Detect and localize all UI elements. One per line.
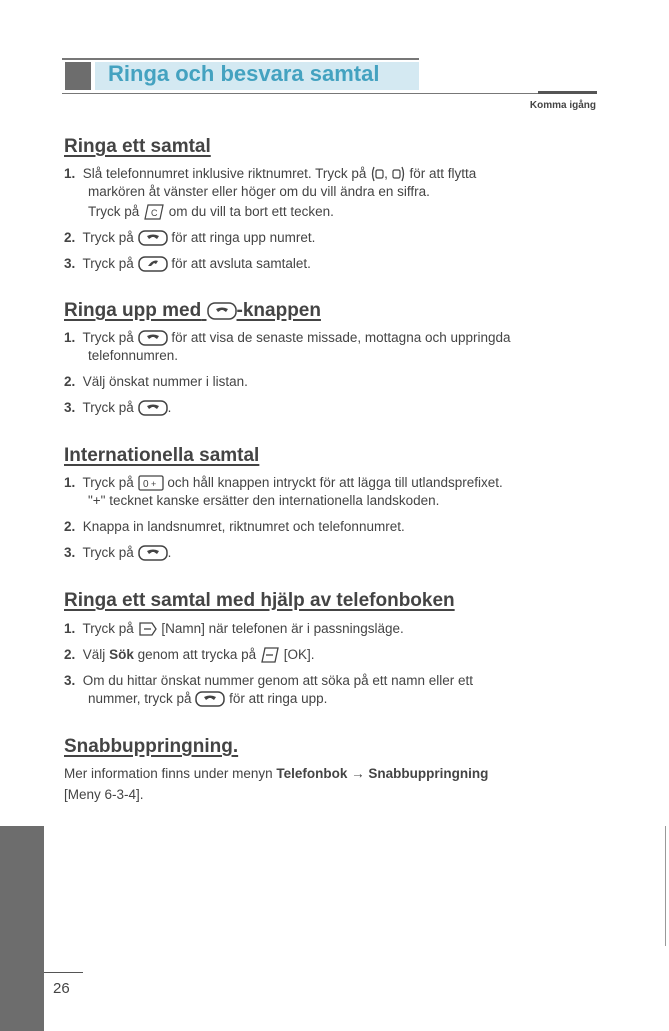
chapter-thumb-tab	[0, 826, 44, 1031]
page-number-rule	[44, 972, 83, 973]
heading-internationella-samtal: Internationella samtal	[64, 445, 260, 466]
text: för att flytta	[409, 166, 477, 181]
text: för att avsluta samtalet.	[171, 256, 311, 271]
text: -knappen	[236, 300, 321, 321]
zero-plus-key-icon	[138, 475, 164, 491]
send-key-icon	[195, 691, 225, 707]
text: Mer information finns under menyn	[64, 766, 273, 781]
page-edge-line	[665, 826, 666, 946]
nav-left-key-icon	[370, 166, 384, 182]
text: för att visa de senaste missade, mottagna och uppringda	[171, 330, 511, 345]
item-number: 2.	[64, 374, 76, 389]
menu-path: [Meny 6-3-4].	[64, 787, 144, 802]
item-number: 3.	[64, 400, 76, 415]
text: ,	[384, 166, 388, 181]
send-key-icon	[207, 302, 237, 320]
text: genom att trycka på	[137, 647, 257, 662]
s4-item-3-line-1	[64, 673, 473, 689]
send-key-icon	[138, 330, 168, 346]
snabbuppringning-paragraph	[64, 763, 488, 805]
text: Välj önskat nummer i listan.	[82, 374, 248, 389]
s1-item-1-line-1	[64, 166, 476, 182]
header-rule	[62, 93, 597, 94]
text: Tryck på	[82, 545, 134, 560]
text: .	[167, 545, 172, 560]
text: nummer, tryck på	[88, 691, 192, 706]
text: Välj	[82, 647, 106, 662]
text: Slå telefonnumret inklusive riktnumret. Tryck på	[82, 166, 367, 181]
text: Tryck på	[82, 256, 134, 271]
text: Tryck på	[82, 475, 134, 490]
send-key-icon	[138, 400, 168, 416]
text: [OK].	[283, 647, 315, 662]
text: Sök	[109, 647, 134, 662]
text: Tryck på	[88, 204, 140, 219]
chapter-title: Ringa och besvara samtal	[108, 61, 380, 86]
end-key-icon	[138, 256, 168, 272]
text: Tryck på	[82, 621, 134, 636]
item-number: 3.	[64, 256, 76, 271]
item-number: 1.	[64, 330, 76, 345]
menu-snabbuppringning: Snabbuppringning	[368, 766, 489, 781]
send-key-icon	[138, 545, 168, 561]
s3-item-1-line-2: "+" tecknet kanske ersätter den internationella landskoden.	[88, 493, 440, 508]
item-number: 1.	[64, 621, 76, 636]
text: [Namn] när telefonen är i passningsläge.	[161, 621, 404, 636]
item-number: 3.	[64, 673, 76, 688]
item-number: 1.	[64, 475, 76, 490]
send-key-icon	[138, 230, 168, 246]
text: Tryck på	[82, 230, 134, 245]
s1-item-2	[64, 230, 315, 246]
nav-right-key-icon	[392, 166, 406, 182]
text: Tryck på	[82, 400, 134, 415]
chapter-header	[62, 58, 419, 94]
s1-item-1-line-3	[88, 204, 334, 220]
s2-item-1-line-2: telefonnumren.	[88, 348, 179, 363]
header-gray-square	[65, 62, 91, 90]
svg-text:+: +	[150, 479, 156, 490]
text: för att ringa upp numret.	[171, 230, 316, 245]
item-number: 2.	[64, 519, 76, 534]
s2-item-1-line-1	[64, 330, 511, 346]
heading-snabbuppringning: Snabbuppringning.	[64, 736, 239, 757]
text: Om du hittar önskat nummer genom att söka på ett namn eller ett	[82, 673, 473, 688]
clear-key-icon	[143, 204, 165, 220]
s3-item-2	[64, 519, 405, 535]
text: och håll knappen intryckt för att lägga till utlandsprefixet.	[167, 475, 503, 490]
right-soft-key-icon	[138, 621, 158, 637]
item-number: 2.	[64, 647, 76, 662]
arrow-right-icon: →	[351, 766, 365, 781]
svg-text:C: C	[151, 208, 158, 219]
item-number: 3.	[64, 545, 76, 560]
svg-text:0: 0	[142, 479, 149, 491]
s2-item-3	[64, 400, 171, 416]
heading-telefonboken: Ringa ett samtal med hjälp av telefonboken	[64, 590, 455, 611]
s4-item-3-line-2	[88, 691, 327, 707]
s3-item-3	[64, 545, 171, 561]
heading-ringa-ett-samtal: Ringa ett samtal	[64, 136, 211, 157]
text: om du vill ta bort ett tecken.	[168, 204, 334, 219]
s3-item-1-line-1	[64, 475, 503, 491]
s1-item-3	[64, 256, 311, 272]
heading-ringa-upp-med-knappen	[64, 300, 321, 322]
page-number: 26	[53, 980, 70, 997]
text: Knappa in landsnumret, riktnumret och telefonnumret.	[82, 519, 405, 534]
s4-item-1	[64, 621, 404, 637]
menu-telefonbok: Telefonbok	[276, 766, 348, 781]
item-number: 2.	[64, 230, 76, 245]
s4-item-2	[64, 647, 314, 663]
left-soft-key-icon	[260, 647, 280, 663]
text: Tryck på	[82, 330, 134, 345]
s1-item-1-line-2: markören åt vänster eller höger om du vill ändra en siffra.	[88, 184, 430, 199]
section-label: Komma igång	[529, 100, 596, 111]
header-rule-accent	[538, 91, 597, 94]
header-top-rule	[62, 58, 419, 60]
text: för att ringa upp.	[229, 691, 328, 706]
text: Ringa upp med	[64, 300, 202, 321]
s2-item-2	[64, 374, 248, 390]
item-number: 1.	[64, 166, 76, 181]
text: .	[167, 400, 172, 415]
